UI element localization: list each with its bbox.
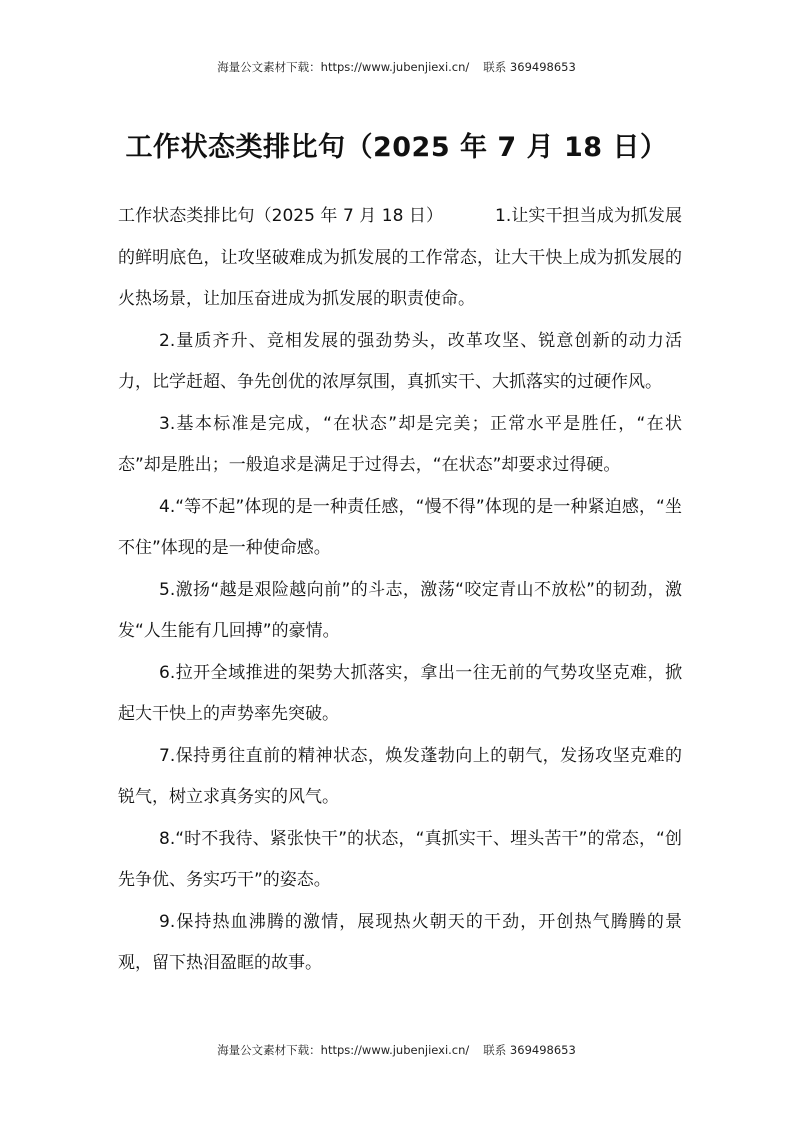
paragraph-1 (118, 196, 682, 321)
paragraph-2: 2.量质齐升、竞相发展的强劲势头，改革攻坚、锐意创新的动力活力，比学赶超、争先创优的浓厚氛围，真抓实干、大抓落实的过硬作风。 (118, 330, 682, 392)
header-download-label: 海量公文素材下载：https://www.jubenjiexi.cn/ (217, 60, 470, 74)
paragraph-6: 6.拉开全域推进的架势大抓落实，拿出一往无前的气势攻坚克难，掀起大干快上的声势率先突破。 (118, 662, 682, 724)
page-footer (0, 1042, 793, 1058)
paragraph-8: 8.“时不我待、紧张快干”的状态，“真抓实干、埋头苦干”的常态，“创先争优、务实巧干”的姿态。 (118, 828, 682, 890)
document-title: 工作状态类排比句（2025 年 7 月 18 日） (125, 132, 668, 163)
document-body (118, 196, 682, 985)
footer-download-label: 海量公文素材下载：https://www.jubenjiexi.cn/ (217, 1043, 470, 1057)
paragraph-7: 7.保持勇往直前的精神状态，焕发蓬勃向上的朝气，发扬攻坚克难的锐气，树立求真务实的风气。 (118, 745, 682, 807)
header-contact: 联系 369498653 (483, 60, 576, 74)
paragraph-9: 9.保持热血沸腾的激情，展现热火朝天的干劲，开创热气腾腾的景观，留下热泪盈眶的故事。 (118, 911, 682, 973)
footer-contact: 联系 369498653 (483, 1043, 576, 1057)
intro-title: 工作状态类排比句（2025 年 7 月 18 日） (118, 206, 444, 226)
page-header (0, 59, 793, 75)
paragraph-3: 3.基本标准是完成，“在状态”却是完美；正常水平是胜任，“在状态”却是胜出；一般追求是满足于过得去，“在状态”却要求过得硬。 (118, 413, 682, 475)
paragraph-4: 4.“等不起”体现的是一种责任感，“慢不得”体现的是一种紧迫感，“坐不住”体现的是一种使命感。 (118, 496, 682, 558)
paragraph-1-text: 1.让实干担当成为抓发展的鲜明底色，让攻坚破难成为抓发展的工作常态，让大干快上成为抓发展的火热场景，让加压奋进成为抓发展的职责使命。 (118, 206, 682, 309)
paragraph-5: 5.激扬“越是艰险越向前”的斗志，激荡“咬定青山不放松”的韧劲，激发“人生能有几回搏”的豪情。 (118, 579, 682, 641)
